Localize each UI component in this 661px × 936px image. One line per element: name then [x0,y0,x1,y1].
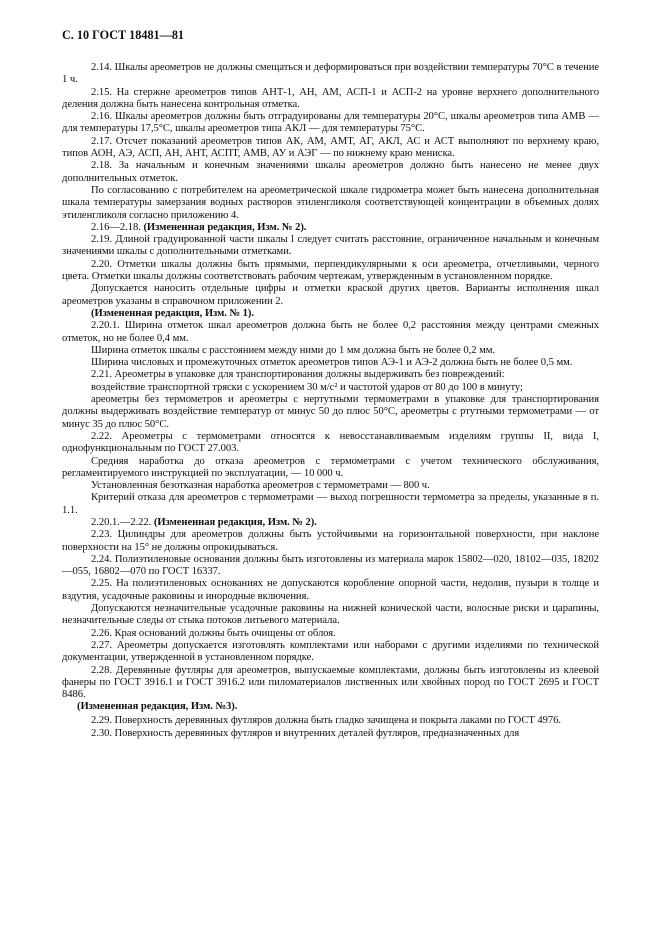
paragraph-2-23: 2.23. Цилиндры для ареометров должны быть устойчивыми на горизонтальной поверхности, при наклоне поверхности на 15° не должны опрокидываться. [62,529,599,553]
paragraph-2-28: 2.28. Деревянные футляры для ареометров, выпускаемые комплектами, должны быть изготовлены из клеевой фанеры по ГОСТ 3916.1 и ГОСТ 3916.2 или пиломатериалов лиственных или хвойных пород по ГОСТ 2695 и ГОСТ 8486. [62,664,599,701]
page-header: С. 10 ГОСТ 18481—81 [62,28,185,42]
paragraph-transport-shaking: воздействие транспортной тряски с ускорением 30 м/с² и частотой ударов от 80 до 100 в минуту; [91,381,523,393]
paragraph-2-24: 2.24. Полиэтиленовые основания должны быть изготовлены из материала марок 15802—020, 18102—035, 18202—055, 16802—070 по ГОСТ 16337. [62,553,599,578]
paragraph-2-27: 2.27. Ареометры допускается изготовлять комплектами или наборами с другими изделиями по технической документации, утвержденной в установленном порядке. [62,639,599,664]
amendment-note-2: (Измененная редакция, Изм. № 1). [91,307,254,319]
paragraph-mark-width-ae: Ширина числовых и промежуточных отметок ареометров типов АЭ-1 и АЭ-2 должна быть не более 0,5 мм. [91,357,573,369]
paragraph-allowed-defects: Допускаются незначительные усадочные раковины на нижней конической части, волосные риски и царапины, незначительные следы от стыка потоков литьевого материала. [62,603,599,627]
amendment-1-text: (Измененная редакция, Изм. № 2). [143,221,307,233]
amendment-note-3 [62,517,599,529]
paragraph-2-19: 2.19. Длиной градуированной части шкалы l следует считать расстояние, ограниченное начальным и конечным значениями шкалы с дополнительными отметками. [62,234,599,258]
paragraph-color-marks: Допускается наносить отдельные цифры и отметки краской других цветов. Варианты исполнения шкал ареометров указаны в справочном приложении 2. [62,283,599,307]
paragraph-2-15: 2.15. На стержне ареометров типов АНТ-1, АН, AM, АСП-1 и АСП-2 на уровне верхнего дополнительного деления должна быть нанесена контрольная отметка. [62,86,599,110]
paragraph-failure-criterion: Критерий отказа для ареометров с термометрами — выход погрешности термометра за пределы, указанные в п. 1.1. [62,492,599,516]
paragraph-2-30: 2.30. Поверхность деревянных футляров и внутренних деталей футляров, предназначенных для [91,728,520,740]
document-page [62,28,599,740]
paragraph-2-14: 2.14. Шкалы ареометров не должны смещаться и деформироваться при воздействии температуры 70°С в течение 1 ч. [62,62,599,86]
amendment-3-text: (Измененная редакция, Изм. № 2). [153,516,317,528]
paragraph-2-26: 2.26. Края оснований должны быть очищены от облоя. [91,627,336,639]
document-body [62,62,599,740]
amendment-3-prefix: 2.20.1.—2.22. [91,516,152,528]
paragraph-2-25: 2.25. На полиэтиленовых основаниях не допускаются коробление опорной части, недолив, пузыри в толще и вздутия, усадочные раковины и инородные включения. [62,578,599,602]
paragraph-2-20: 2.20. Отметки шкалы должны быть прямыми, перпендикулярными к оси ареометра, отчетливыми, черного цвета. Отметки шкалы должны соответствовать рабочим чертежам, утвержденным в установленном порядке. [62,258,599,283]
paragraph-mark-width-1mm: Ширина отметок шкалы с расстоянием между ними до 1 мм должна быть не более 0,2 мм. [91,344,496,356]
paragraph-2-17: 2.17. Отсчет показаний ареометров типов АК, AM, АМТ, АГ, АКЛ, АС и АСТ выполняют по верхнему краю, типов АОН, АЭ, АСП, АН, АНТ, АСПТ, АМВ, АУ и АЭГ — по нижнему краю мениска. [62,135,599,160]
amendment-note-4: (Измененная редакция, Изм. №3). [77,701,238,713]
paragraph-2-20-1: 2.20.1. Ширина отметок шкал ареометров должна быть не более 0,2 расстояния между центрами смежных отметок, но не более 0,4 мм. [62,320,599,344]
paragraph-2-22: 2.22. Ареометры с термометрами относятся к невосстанавливаемым изделиям группы II, вида I, однофункциональным по ГОСТ 27.003. [62,430,599,455]
paragraph-transport-temperature: ареометры без термометров и ареометры с нертутными термометрами в упаковке для транспортирования должны выдерживать воздействие температур от минус 50 до плюс 50°С, ареометры с ртутными термометрами — от минус 35 до плюс 50°С. [62,394,599,430]
paragraph-2-21: 2.21. Ареометры в упаковке для транспортирования должны выдерживать без повреждений: [91,369,505,381]
amendment-1-prefix: 2.16—2.18. [91,221,141,233]
paragraph-mtbf: Средняя наработка до отказа ареометров с термометрами с учетом технического обслуживания, регламентируемого инструкцией по эксплуатации, — 10 000 ч. [62,455,599,479]
paragraph-2-16: 2.16. Шкалы ареометров должны быть отградуированы для температуры 20°С, шкалы ареометров типа АМВ — для температуры 17,5°С, шкалы ареометров типа АКЛ — для температуры 75°С. [62,111,599,135]
paragraph-failure-free-time: Установленная безотказная наработка ареометров с термометрами — 800 ч. [91,480,430,492]
paragraph-2-18: 2.18. За начальным и конечным значениями шкалы ареометров должно быть нанесено не менее двух дополнительных отметок. [62,160,599,184]
paragraph-antifreeze-scale: По согласованию с потребителем на ареометрической шкале гидрометра может быть нанесена дополнительная шкала температуры замерзания водных растворов этиленгликоля соответствующей концентрации в объемных долях этиленгликоля согласно приложению 4. [62,184,599,221]
paragraph-2-29: 2.29. Поверхность деревянных футляров должна быть гладко зачищена и покрыта лаками по ГОСТ 4976. [91,714,561,726]
amendment-note-1 [62,222,599,234]
